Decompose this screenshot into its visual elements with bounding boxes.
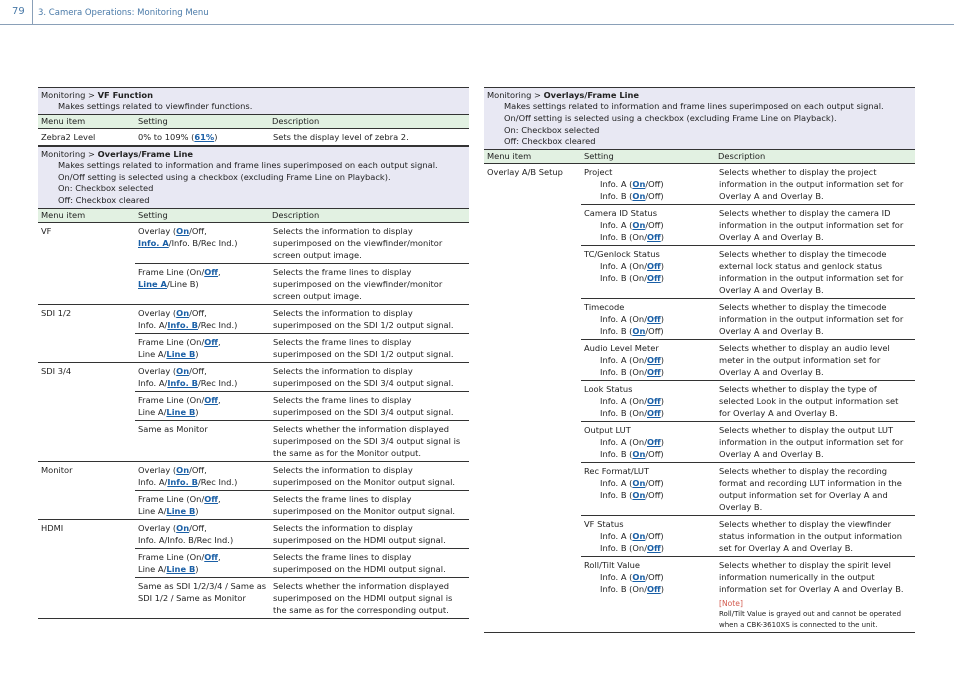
setting-value: VF Status Info. A (On/Off) Info. B (On/Off) <box>584 519 665 554</box>
right-menu-table <box>484 87 915 633</box>
setting-value: Same as Monitor <box>138 423 208 434</box>
setting-value: Frame Line (On/Off, Line A/Line B) <box>138 394 221 417</box>
setting-value: Frame Line (On/Off, Line A/Line B) <box>138 266 221 289</box>
column-header-description: Description <box>718 151 766 162</box>
table-row-timecode <box>581 299 915 340</box>
description: Selects whether to display the timecode information in the output information set for Overlay A and Overlay B. <box>719 302 904 337</box>
column-header-item: Menu item <box>41 209 86 220</box>
table-row <box>135 264 469 304</box>
table-row-audio-level-meter <box>581 340 915 381</box>
description: Selects the frame lines to display superimposed on the HDMI output signal. <box>273 551 446 574</box>
overlays-section-header <box>38 146 469 208</box>
column-header-setting: Setting <box>584 151 614 162</box>
section-path: Monitoring > Overlays/Frame Line <box>487 90 640 100</box>
setting-value: Overlay (On/Off, Info. A/Info. B/Rec Ind.) <box>138 522 234 545</box>
description: Selects the information to display superimposed on the Monitor output signal. <box>273 464 456 487</box>
table-row-roll-tilt <box>581 557 915 632</box>
table-row <box>135 520 469 549</box>
description: Selects whether to display the timecode external lock status and genlock status information in the output information set for Overlay A and Overlay B. <box>719 249 904 296</box>
setting-value: Audio Level Meter Info. A (On/Off) Info. B (On/Off) <box>584 343 665 378</box>
section-path: Monitoring > Overlays/Frame Line <box>41 148 194 159</box>
column-header-item: Menu item <box>487 151 532 162</box>
header-divider <box>32 0 33 24</box>
description: Selects whether to display the recording format and recording LUT information in the output information set for Overlay A and Overlay B. <box>719 466 902 513</box>
description: Selects the frame lines to display superimposed on the viewfinder/monitor screen output image. <box>273 266 443 301</box>
table-group-monitor <box>38 462 469 520</box>
table-group-vf <box>38 223 469 305</box>
description: Selects whether to display the project information in the output information set for Overlay A and Overlay B. <box>719 167 904 202</box>
menu-item: SDI 1/2 <box>41 307 72 318</box>
table-row <box>135 491 469 519</box>
column-header-setting: Setting <box>138 115 168 126</box>
menu-item: Zebra2 Level <box>41 131 96 142</box>
column-header-description: Description <box>272 115 320 126</box>
table-group-sdi12 <box>38 305 469 363</box>
vf-function-section-header <box>38 87 469 114</box>
section-path: Monitoring > VF Function <box>41 90 153 100</box>
setting-value: Output LUT Info. A (On/Off) Info. B (On/Off) <box>584 425 665 460</box>
table-row-rec-format-lut <box>581 463 915 516</box>
section-description: Makes settings related to information and frame lines superimposed on each output signal. On/Off setting is selected using a checkbox (excluding Frame Line on Playback). On: Checkbox selected Off: Checkbox cleared <box>504 101 884 147</box>
description: Selects the information to display superimposed on the HDMI output signal. <box>273 522 446 545</box>
description: Selects the information to display superimposed on the SDI 1/2 output signal. <box>273 307 454 330</box>
table-row <box>135 363 469 392</box>
overlays-section-header <box>484 87 915 149</box>
description: Selects whether to display the output LUT information in the output information set for Overlay A and Overlay B. <box>719 425 904 460</box>
left-menu-table <box>38 87 469 619</box>
table-group-sdi34 <box>38 363 469 462</box>
table-row <box>135 578 469 618</box>
column-header-description: Description <box>272 209 320 220</box>
section-description: Makes settings related to information and frame lines superimposed on each output signal. On/Off setting is selected using a checkbox (excluding Frame Line on Playback). On: Checkbox selected Off: Checkbox cleared <box>58 159 438 206</box>
description: Selects whether to display the type of selected Look in the output information set for Overlay A and Overlay B. <box>719 384 899 419</box>
description: Selects whether to display the camera ID information in the output information set for Overlay A and Overlay B. <box>719 208 904 243</box>
table-group-hdmi <box>38 520 469 619</box>
note-text: Roll/Tilt Value is grayed out and cannot be operated when a CBK-3610XS is connected to the unit. <box>719 610 902 629</box>
setting-value: Same as SDI 1/2/3/4 / Same as SDI 1/2 / Same as Monitor <box>138 580 267 603</box>
table-row-vf-status <box>581 516 915 557</box>
description: Selects the information to display superimposed on the SDI 3/4 output signal. <box>273 365 454 388</box>
setting-value: Overlay (On/Off, Info. A/Info. B/Rec Ind.) <box>138 464 238 487</box>
chapter-title: 3. Camera Operations: Monitoring Menu <box>38 8 209 18</box>
table-row <box>135 549 469 578</box>
table-row <box>135 421 469 461</box>
description: Selects the frame lines to display superimposed on the SDI 1/2 output signal. <box>273 336 454 359</box>
setting-value: Camera ID Status Info. A (On/Off) Info. B (On/Off) <box>584 208 665 243</box>
page-number: 79 <box>12 6 25 17</box>
setting-value: Project Info. A (On/Off) Info. B (On/Off) <box>584 167 664 202</box>
description: Selects the information to display superimposed on the viewfinder/monitor screen output image. <box>273 225 443 260</box>
menu-item: Overlay A/B Setup <box>487 167 563 178</box>
description: Selects whether to display an audio level meter in the output information set for Overlay A and Overlay B. <box>719 343 890 378</box>
setting-value: Roll/Tilt Value Info. A (On/Off) Info. B (On/Off) <box>584 560 665 595</box>
section-description: Makes settings related to viewfinder functions. <box>58 101 253 111</box>
table-row-zebra2 <box>38 129 469 146</box>
table-row-camera-id <box>581 205 915 246</box>
description: Selects whether the information displayed superimposed on the SDI 3/4 output signal is the same as for the Monitor output. <box>273 423 461 458</box>
setting-value: Overlay (On/Off, Info. A/Info. B/Rec Ind.) <box>138 307 238 330</box>
table-group-overlay-ab-setup <box>484 164 915 633</box>
table-row-look-status <box>581 381 915 422</box>
setting-value: TC/Genlock Status Info. A (On/Off) Info. B (On/Off) <box>584 249 665 284</box>
menu-item: HDMI <box>41 522 64 533</box>
note-heading: [Note] <box>719 599 743 609</box>
setting-value: Frame Line (On/Off, Line A/Line B) <box>138 493 221 516</box>
setting-value: 0% to 109% (61%) <box>138 131 218 142</box>
setting-value: Overlay (On/Off, Info. A/Info. B/Rec Ind.) <box>138 365 238 388</box>
setting-value: Rec Format/LUT Info. A (On/Off) Info. B (On/Off) <box>584 466 664 501</box>
column-header-row <box>484 149 915 164</box>
menu-item: Monitor <box>41 464 73 475</box>
setting-value: Timecode Info. A (On/Off) Info. B (On/Off) <box>584 302 665 337</box>
column-header-setting: Setting <box>138 209 168 220</box>
table-row <box>135 334 469 362</box>
table-row <box>135 305 469 334</box>
table-row <box>135 392 469 421</box>
description: Sets the display level of zebra 2. <box>273 131 409 142</box>
column-header-item: Menu item <box>41 115 86 126</box>
table-row <box>135 223 469 264</box>
description: Selects the frame lines to display superimposed on the SDI 3/4 output signal. <box>273 394 454 417</box>
description: Selects the frame lines to display superimposed on the Monitor output signal. <box>273 493 456 516</box>
table-row <box>135 462 469 491</box>
description: Selects whether the information displayed superimposed on the HDMI output signal is the same as for the corresponding output. <box>273 580 453 615</box>
table-row-project <box>581 164 915 205</box>
setting-value: Frame Line (On/Off, Line A/Line B) <box>138 551 221 574</box>
setting-value: Frame Line (On/Off, Line A/Line B) <box>138 336 221 359</box>
description: Selects whether to display the viewfinder status information in the output information set for Overlay A and Overlay B. <box>719 519 902 554</box>
column-header-row <box>38 114 469 129</box>
table-row-output-lut <box>581 422 915 463</box>
column-header-row <box>38 208 469 223</box>
menu-item: VF <box>41 225 52 236</box>
setting-value: Look Status Info. A (On/Off) Info. B (On/Off) <box>584 384 665 419</box>
page-header <box>0 0 954 25</box>
description: Selects whether to display the spirit level information numerically in the output information set for Overlay A and Overlay B. [Note] Roll/Tilt Value is grayed out and cannot be operated when a CBK-3610XS is connected to the unit. <box>716 557 912 632</box>
setting-value: Overlay (On/Off, Info. A/Info. B/Rec Ind.) <box>138 225 238 248</box>
menu-item: SDI 3/4 <box>41 365 72 376</box>
table-row-tc-genlock <box>581 246 915 299</box>
